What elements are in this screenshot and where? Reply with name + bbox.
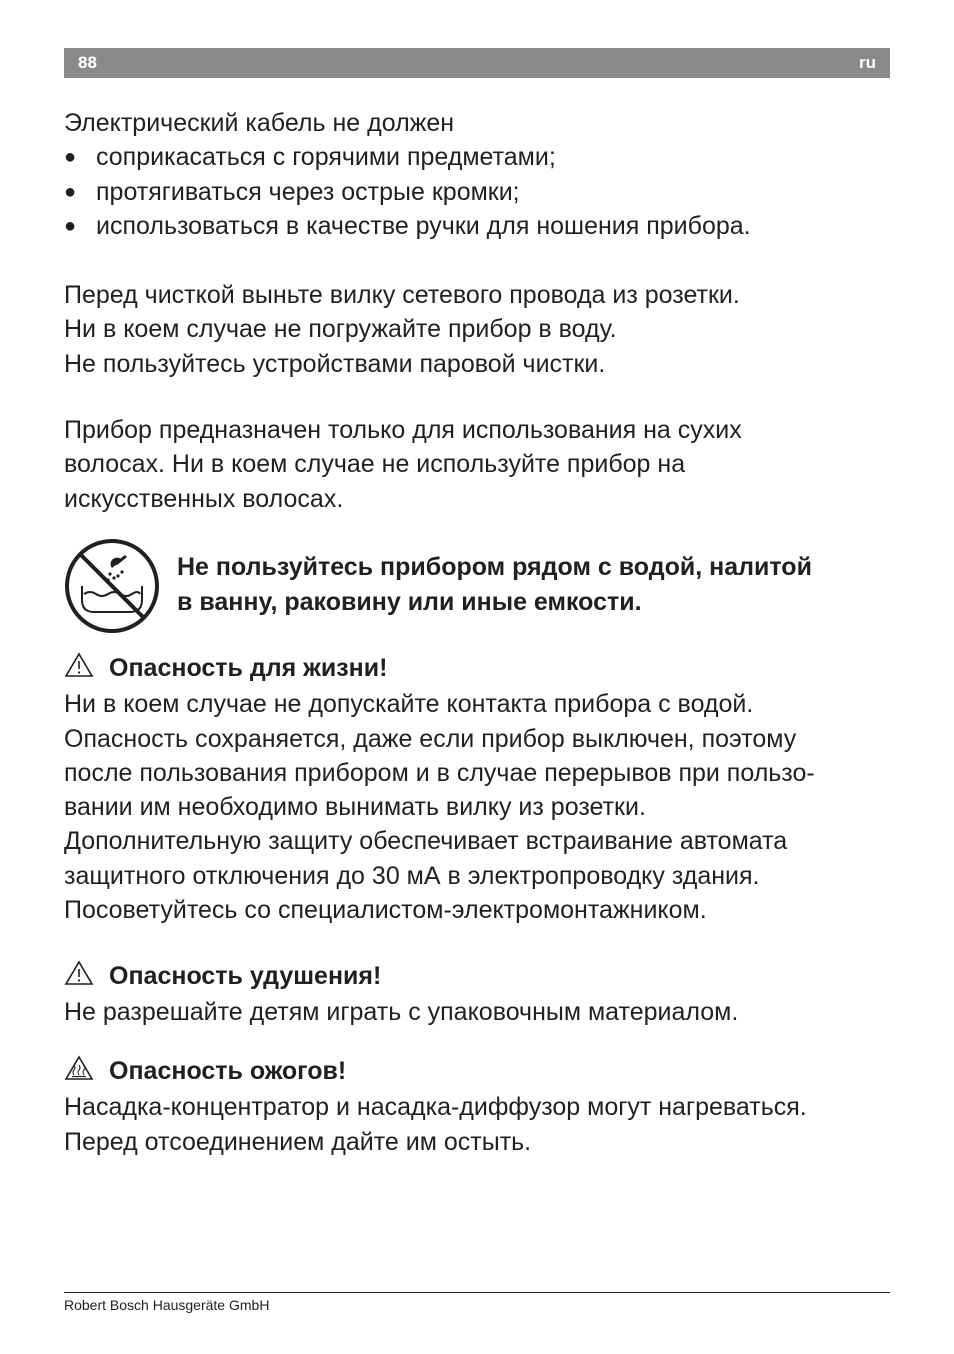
danger-life-section: [64, 651, 815, 927]
text-line: вании им необходимо вынимать вилку из розетки.: [64, 793, 646, 822]
cleaning-section: [64, 278, 740, 381]
footer-divider: [64, 1292, 890, 1293]
danger-suffocation-section: [64, 959, 738, 1030]
text-line: Посоветуйтесь со специалистом-электромонтажником.: [64, 896, 707, 925]
list-item: ● соприкасаться с горячими предметами;: [64, 140, 751, 174]
dry-hair-section: [64, 413, 742, 516]
text-line: Опасность сохраняется, даже если прибор выключен, поэтому: [64, 724, 797, 753]
page-header-bar: [64, 48, 890, 78]
text-line: Перед отсоединением дайте им остыть.: [64, 1127, 532, 1156]
text-line: волосах. Ни в коем случае не используйте прибор на: [64, 450, 686, 479]
text-line: Насадка-концентратор и насадка-диффузор могут нагреваться.: [64, 1093, 807, 1122]
list-item: ● протягиваться через острые кромки;: [64, 175, 751, 209]
bullet-icon: ●: [64, 180, 77, 203]
text-line: искусственных волосах.: [64, 484, 344, 513]
footer-company: Robert Bosch Hausgeräte GmbH: [64, 1297, 270, 1313]
danger-burns-section: [64, 1054, 807, 1159]
warning-triangle-icon: [64, 960, 109, 995]
text-line: Не разрешайте детям играть с упаковочным материалом.: [64, 998, 739, 1027]
text-line: в ванну, раковину или иные емкости.: [177, 588, 642, 616]
bullet-icon: ●: [64, 214, 77, 237]
cable-section: [64, 106, 751, 243]
text-line: Перед чисткой выньте вилку сетевого провода из розетки.: [64, 281, 740, 309]
hot-surface-warning-icon: [64, 1055, 109, 1090]
danger-burns-title: Опасность ожогов!: [64, 1054, 807, 1090]
bullet-icon: ●: [64, 146, 77, 169]
no-water-near-bath-icon: [64, 538, 160, 634]
list-item: ● использоваться в качестве ручки для ношения прибора.: [64, 209, 751, 243]
text-line: Не пользуйтесь прибором рядом с водой, налитой: [177, 553, 812, 581]
text-line: Прибор предназначен только для использования на сухих: [64, 416, 742, 444]
text-line: Не пользуйтесь устройствами паровой чистки.: [64, 349, 606, 378]
language-code: ru: [859, 53, 876, 72]
text-line: защитного отключения до 30 мА в электропроводку здания.: [64, 861, 760, 890]
text-line: Дополнительную защиту обеспечивает встраивание автомата: [64, 827, 788, 856]
page-number: 88: [78, 53, 97, 72]
text-line: Ни в коем случае не погружайте прибор в воду.: [64, 315, 617, 344]
danger-suffocation-title: Опасность удушения!: [64, 959, 738, 995]
warning-triangle-icon: [64, 652, 109, 687]
text-line: Ни в коем случае не допускайте контакта прибора с водой.: [64, 690, 754, 719]
cable-intro: Электрический кабель не должен: [64, 109, 455, 137]
danger-life-title: Опасность для жизни!: [64, 651, 815, 687]
water-warning-text: [177, 550, 812, 620]
text-line: после пользования прибором и в случае перерывов при пользо-: [64, 758, 815, 787]
